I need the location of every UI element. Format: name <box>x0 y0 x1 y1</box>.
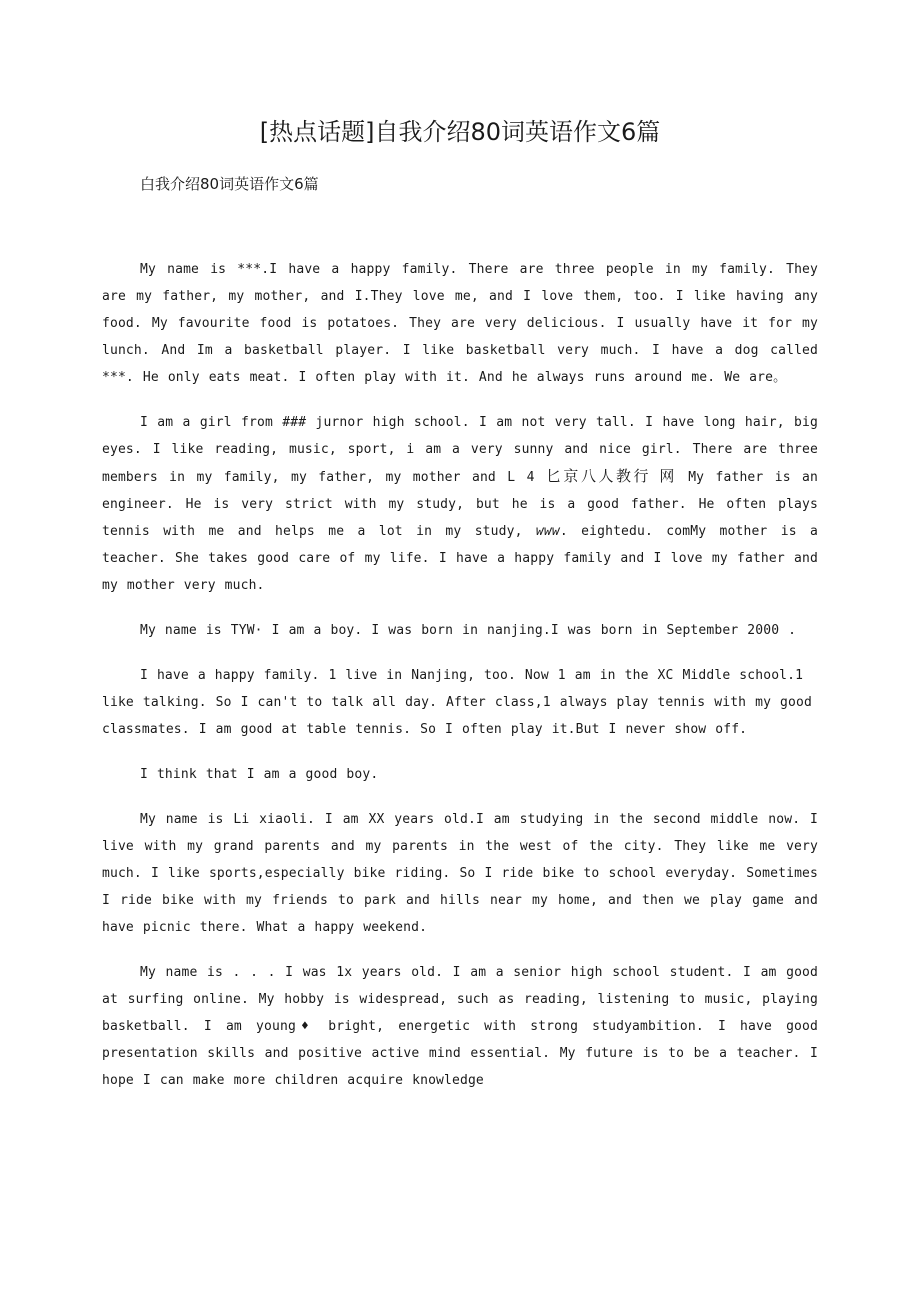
essay-paragraph-3: My name is TYW· I am a boy. I was born in nanjing.I was born in September 2000 . <box>140 623 797 638</box>
document-subtitle: 白我介绍80词英语作文6篇 <box>140 175 319 193</box>
essay-paragraph-6: My name is Li xiaoli. I am XX years old.I am studying in the second middle now. I live with my grand parents and my parents in the west of the city. They like me very much. I like sports,especially bike riding. So I ride bike to school everyday. Sometimes I ride bike with my friends to park and hills near my home, and then we play game and have picnic there. What a happy weekend. <box>102 812 818 935</box>
document-title: [热点话题]自我介绍80词英语作文6篇 <box>259 118 661 146</box>
essay-paragraph-2 <box>102 409 818 599</box>
essay-paragraph-5: I think that I am a good boy. <box>140 767 379 782</box>
essay-2-tail: . eightedu. comMy mother is a teacher. She takes good care of my life. I have a happy family and I love my father and my mother very much. <box>102 524 819 593</box>
essay-paragraph-1: My name is ***.I have a happy family. There are three people in my family. They are my father, my mother, and I.They love me, and I love them, too. I like having any food. My favourite food is potatoes. They are very delicious. I usually have it for my lunch. And Im a basketball player. I like basketball very much. I have a dog called ***. He only eats meat. I often play with it. And he always runs around me. We are。 <box>102 262 818 385</box>
essay-2-middle: My father is an engineer. He is very strict with my study, but he is a good father. He often plays tennis with me and helps me a lot in my study, <box>102 470 818 539</box>
essay-paragraph-4: I have a happy family. 1 live in Nanjing, too. Now 1 am in the XC Middle school.1 like talking. So I can't to talk all day. After class,1 always play tennis with my good classmates. I am good at table tennis. So I often play it.But I never show off. <box>102 668 812 737</box>
essay-2-cjk-fragment: 匕京八人教行 网 <box>545 467 677 485</box>
document-body <box>102 256 818 1094</box>
essay-paragraph-7: My name is . . . I was 1x years old. I am a senior high school student. I am good at surfing online. My hobby is widespread, such as reading, listening to music, playing basketball. I am young♦ bright, energetic with strong studyambition. I have good presentation skills and positive active mind essential. My future is to be a teacher. I hope I can make more children acquire knowledge <box>102 965 818 1088</box>
essay-2-intro: I am a girl from ### jurnor high school. I am not very tall. I have long hair, big eyes. I like reading, music, sport, i am a very sunny and nice girl. There are three members in my family, my father, my mother and L 4 <box>102 415 818 485</box>
essay-2-url-fragment: www <box>535 524 560 539</box>
